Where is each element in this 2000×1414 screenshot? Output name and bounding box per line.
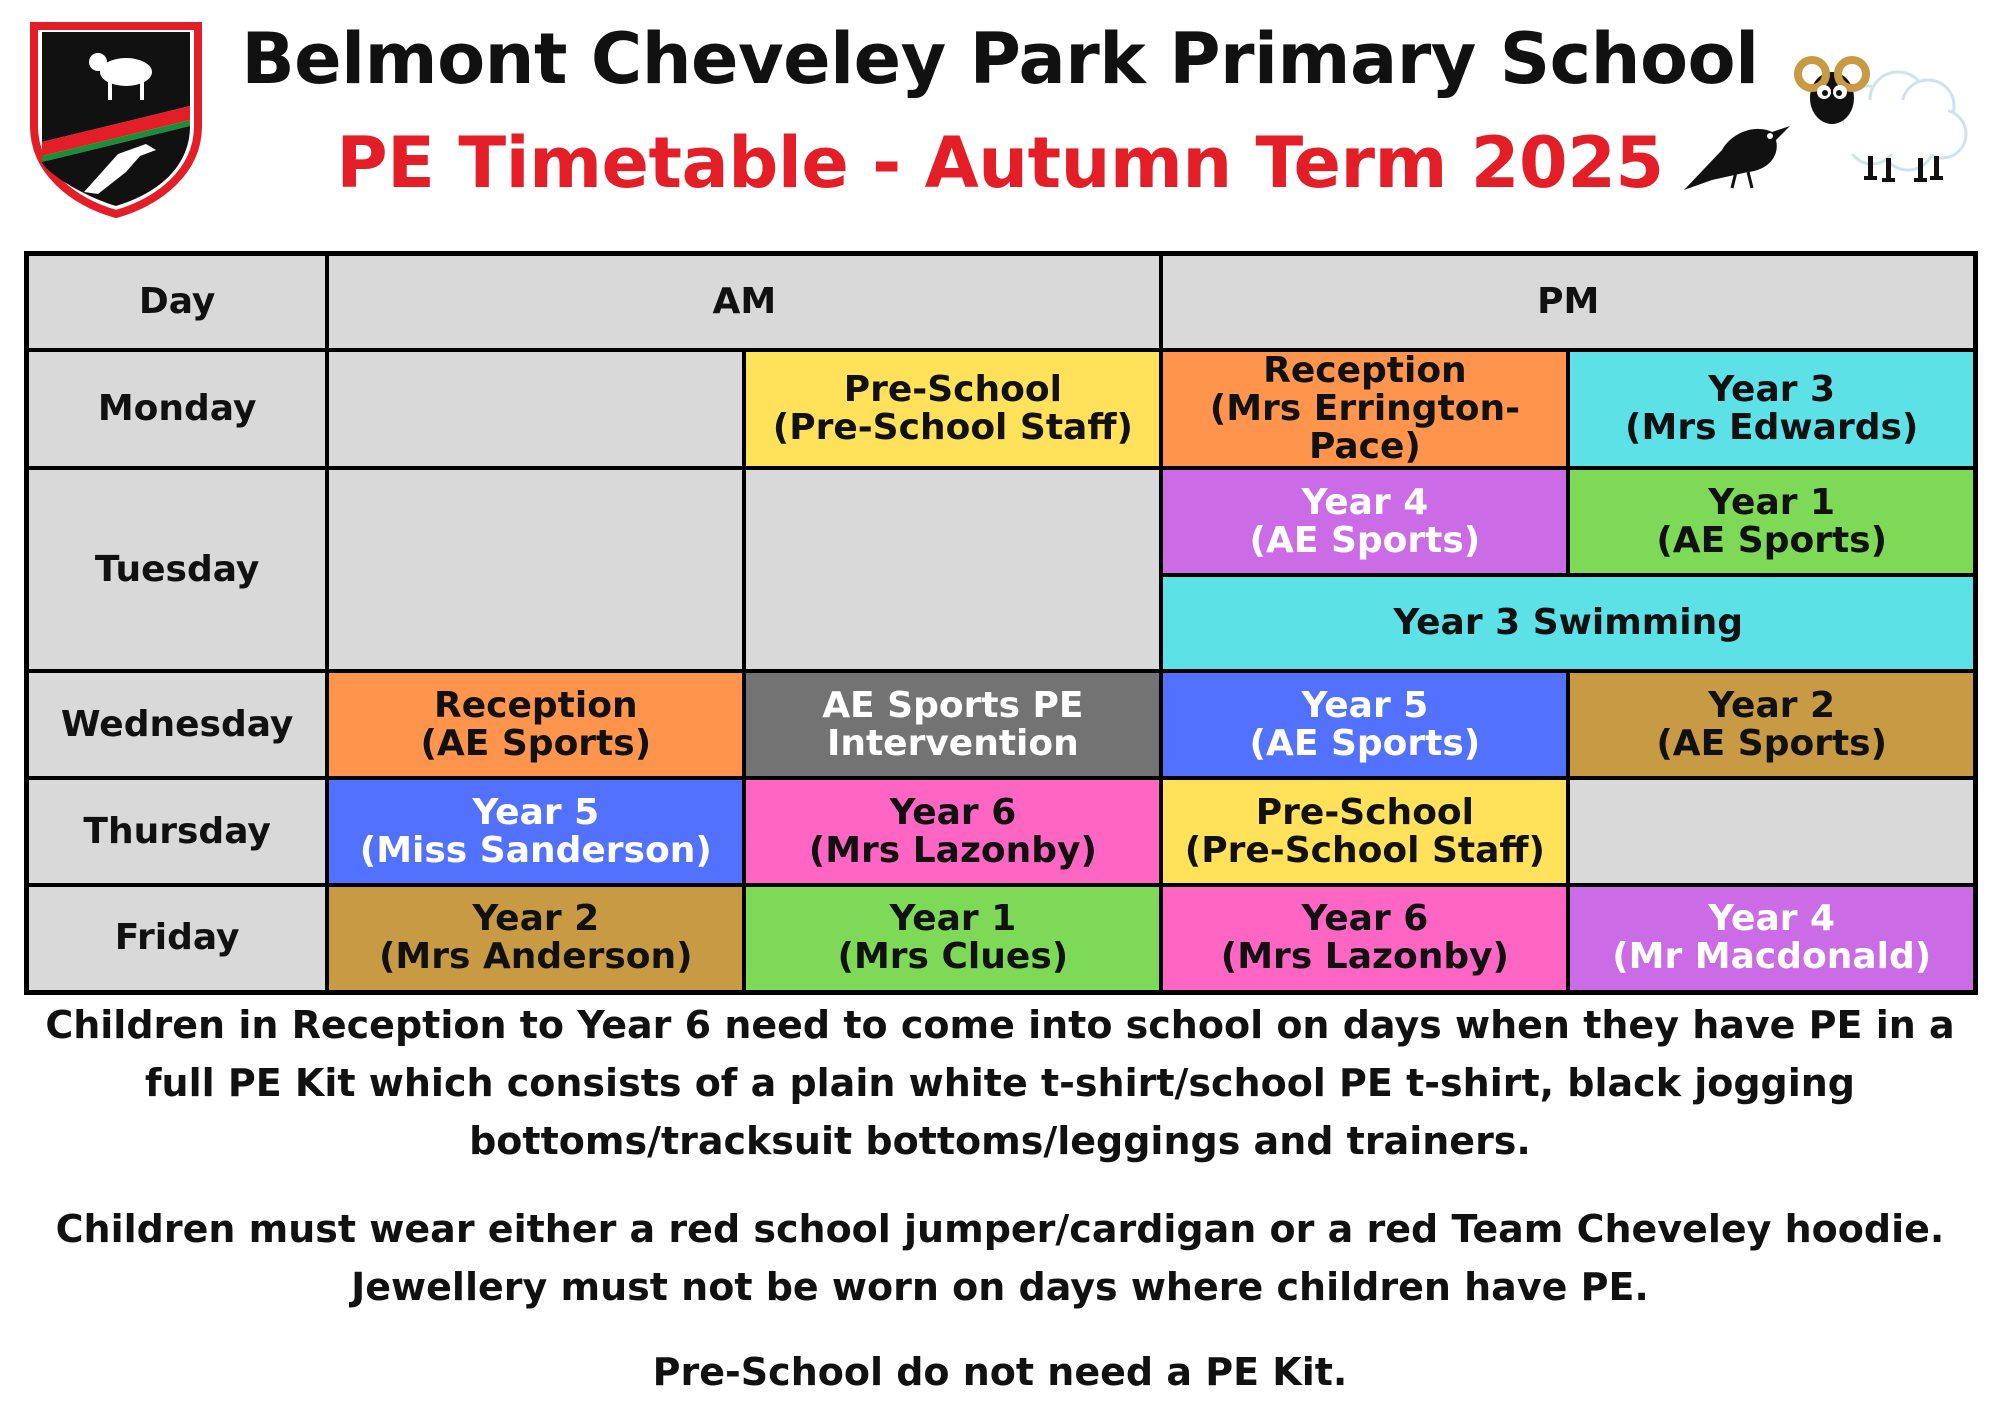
- class-name: Year 3: [1708, 369, 1836, 410]
- friday-am-year1: [744, 885, 1161, 992]
- wednesday-pm-year5: [1161, 671, 1568, 778]
- teacher-name: (Mr Macdonald): [1612, 936, 1932, 978]
- class-name: Year 4: [1708, 898, 1836, 940]
- pe-timetable: [24, 251, 1978, 995]
- teacher-name: (AE Sports): [1656, 722, 1888, 764]
- class-name: Year 6: [889, 791, 1017, 833]
- class-name: Year 5: [1301, 684, 1429, 726]
- uniform-notes: [30, 1200, 1970, 1316]
- day-label-friday: Friday: [27, 885, 328, 992]
- class-name: Year 4: [1301, 481, 1429, 523]
- class-name: Year 2: [472, 898, 600, 940]
- empty-slot: [1568, 778, 1975, 885]
- teacher-name: (AE Sports): [1656, 519, 1888, 561]
- teacher-name: (Mrs Edwards): [1625, 407, 1919, 448]
- monday-pm-reception: [1161, 350, 1568, 468]
- class-name: Year 6: [1301, 898, 1429, 940]
- tuesday-pm-year1: [1568, 468, 1975, 575]
- header-row: [27, 254, 1976, 351]
- monday-pm-year3: [1568, 350, 1975, 468]
- am-column-header: AM: [327, 254, 1161, 351]
- tuesday-pm-year4: [1161, 468, 1568, 575]
- wednesday-am-reception: [327, 671, 744, 778]
- teacher-name: (Mrs Clues): [837, 936, 1069, 978]
- empty-slot: [744, 468, 1161, 671]
- pe-kit-note: Children in Reception to Year 6 need to come into school on days when they have PE in a full PE Kit which consists of a plain white t-shirt/school PE t-shirt, black jogging bottoms/tracksuit bottoms/leggings and trainers.: [45, 1003, 1955, 1163]
- teacher-name: (AE Sports): [1249, 722, 1481, 764]
- monday-am-preschool: [744, 350, 1161, 468]
- teacher-name: (Mrs Anderson): [378, 936, 693, 978]
- school-name: Belmont Cheveley Park Primary School: [241, 18, 1759, 100]
- teacher-name: (AE Sports): [420, 722, 652, 764]
- thursday-am-year6: [744, 778, 1161, 885]
- wednesday-pm-year2: [1568, 671, 1975, 778]
- class-name: Reception: [1263, 350, 1467, 391]
- day-label-thursday: Thursday: [27, 778, 328, 885]
- friday-pm-year4: [1568, 885, 1975, 992]
- monday-row: [27, 350, 1976, 468]
- teacher-name: (Miss Sanderson): [359, 829, 712, 871]
- empty-slot: [327, 350, 744, 468]
- day-label-wednesday: Wednesday: [27, 671, 328, 778]
- friday-am-year2: [327, 885, 744, 992]
- wednesday-am-intervention: [744, 671, 1161, 778]
- teacher-name: (Mrs Lazonby): [808, 829, 1097, 871]
- thursday-pm-preschool: [1161, 778, 1568, 885]
- thursday-am-year5: [327, 778, 744, 885]
- friday-pm-year6: [1161, 885, 1568, 992]
- wednesday-row: [27, 671, 1976, 778]
- class-name: Pre-School: [843, 369, 1062, 410]
- tuesday-pm-year3-swimming: Year 3 Swimming: [1161, 575, 1975, 671]
- pm-column-header: PM: [1161, 254, 1975, 351]
- teacher-name: (Mrs Lazonby): [1220, 936, 1510, 978]
- timetable-title: PE Timetable - Autumn Term 2025: [336, 122, 1664, 204]
- teacher-name: (AE Sports): [1249, 519, 1481, 561]
- teacher-name: (Pre-School Staff): [772, 407, 1133, 448]
- thursday-row: [27, 778, 1976, 885]
- class-name: Reception: [434, 684, 638, 726]
- class-name: Year 5: [472, 791, 600, 833]
- teacher-name: (Pre-School Staff): [1184, 829, 1546, 871]
- school-crest-logo: [28, 22, 204, 218]
- day-column-header: Day: [27, 254, 328, 351]
- class-name: Year 1: [1708, 481, 1836, 523]
- class-name: Pre-School: [1255, 791, 1474, 833]
- class-name: Year 2: [1708, 684, 1836, 726]
- crow-and-sheep-illustration: [1672, 40, 1972, 200]
- class-name-line2: Intervention: [826, 722, 1079, 764]
- friday-row: [27, 885, 1976, 992]
- jumper-note: Children must wear either a red school jumper/cardigan or a red Team Cheveley hoodie.: [55, 1207, 1945, 1251]
- preschool-note: Pre-School do not need a PE Kit.: [652, 1350, 1348, 1394]
- tuesday-row: [27, 468, 1976, 575]
- day-label-tuesday: Tuesday: [27, 468, 328, 671]
- jewellery-note: Jewellery must not be worn on days where children have PE.: [351, 1265, 1649, 1309]
- teacher-name: (Mrs Errington-Pace): [1209, 388, 1521, 467]
- class-name: AE Sports PE: [822, 684, 1084, 726]
- empty-slot: [327, 468, 744, 671]
- day-label-monday: Monday: [27, 350, 328, 468]
- class-name: Year 1: [889, 898, 1017, 940]
